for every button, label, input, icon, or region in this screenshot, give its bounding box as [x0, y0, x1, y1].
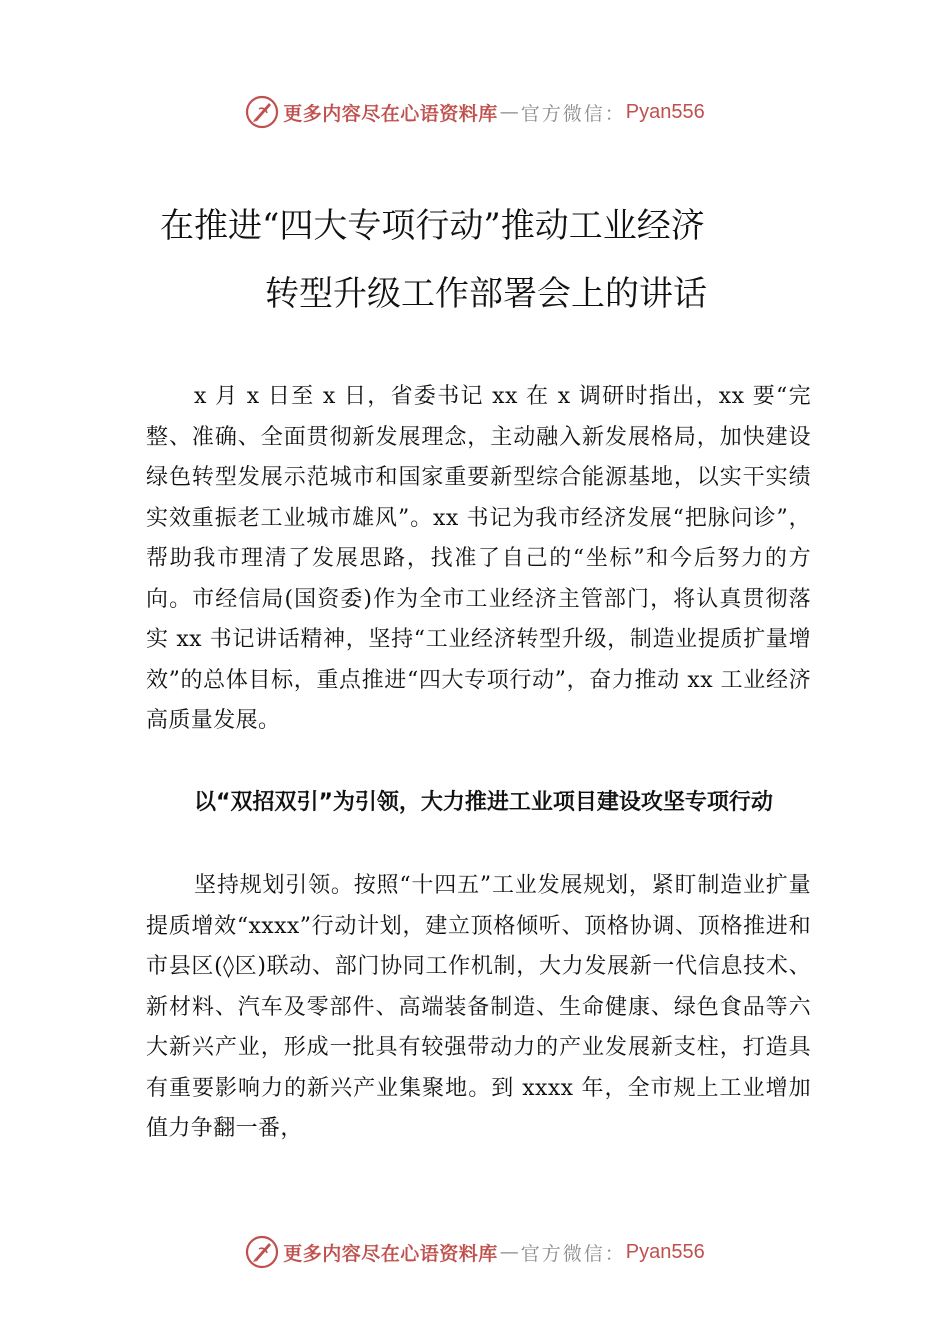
quill-logo-icon [245, 1235, 279, 1269]
banner-separator: — [499, 101, 519, 123]
banner-separator: — [499, 1241, 519, 1263]
document-title-line-1: 在推进“四大专项行动”推动工业经济 [160, 206, 705, 246]
body-paragraph-2: 坚持规划引领。按照“十四五”工业发展规划，紧盯制造业扩量提质增效“xxxx”行动计划，建立顶格倾听、顶格协调、顶格推进和市县区(◊区)联动、部门协同工作机制，大力发展新一代信息技术、新材料、汽车及零部件、高端装备制造、生命健康、绿色食品等六大新兴产业，形成一批具有较强带动力的产业发展新支柱，打造具有重要影响力的新兴产业集聚地。到 xxxx 年，全市规上工业增加值力争翻一番， [146, 873, 811, 1141]
banner-wechat-id: Pyan556 [625, 1240, 705, 1263]
body-paragraph-1: x 月 x 日至 x 日，省委书记 xx 在 x 调研时指出，xx 要“完整、准确、全面贯彻新发展理念，主动融入新发展格局，加快建设绿色转型发展示范城市和国家重要新型综合能源基地，以实干实绩实效重振老工业城市雄风”。xx 书记为我市经济发展“把脉问诊”，帮助我市理清了发展思路，找准了自己的“坐标”和今后努力的方向。市经信局(国资委)作为全市工业经济主管部门，将认真贯彻落实 xx 书记讲话精神，坚持“工业经济转型升级，制造业提质扩量增效”的总体目标，重点推进“四大专项行动”，奋力推动 xx 工业经济高质量发展。 [146, 384, 811, 733]
banner-wechat-id: Pyan556 [625, 100, 705, 123]
document-title-line-2: 转型升级工作部署会上的讲话 [265, 274, 707, 314]
banner-main-text: 更多内容尽在心语资料库 [283, 1242, 498, 1265]
banner-wechat-label: 官方微信： [520, 102, 626, 125]
header-banner [0, 92, 950, 132]
footer-banner [0, 1232, 950, 1272]
quill-logo-icon [245, 95, 279, 129]
banner-main-text: 更多内容尽在心语资料库 [283, 102, 498, 125]
section-heading-1: 以“双招双引”为引领，大力推进工业项目建设攻坚专项行动 [194, 790, 773, 815]
banner-wechat-label: 官方微信： [520, 1242, 626, 1265]
